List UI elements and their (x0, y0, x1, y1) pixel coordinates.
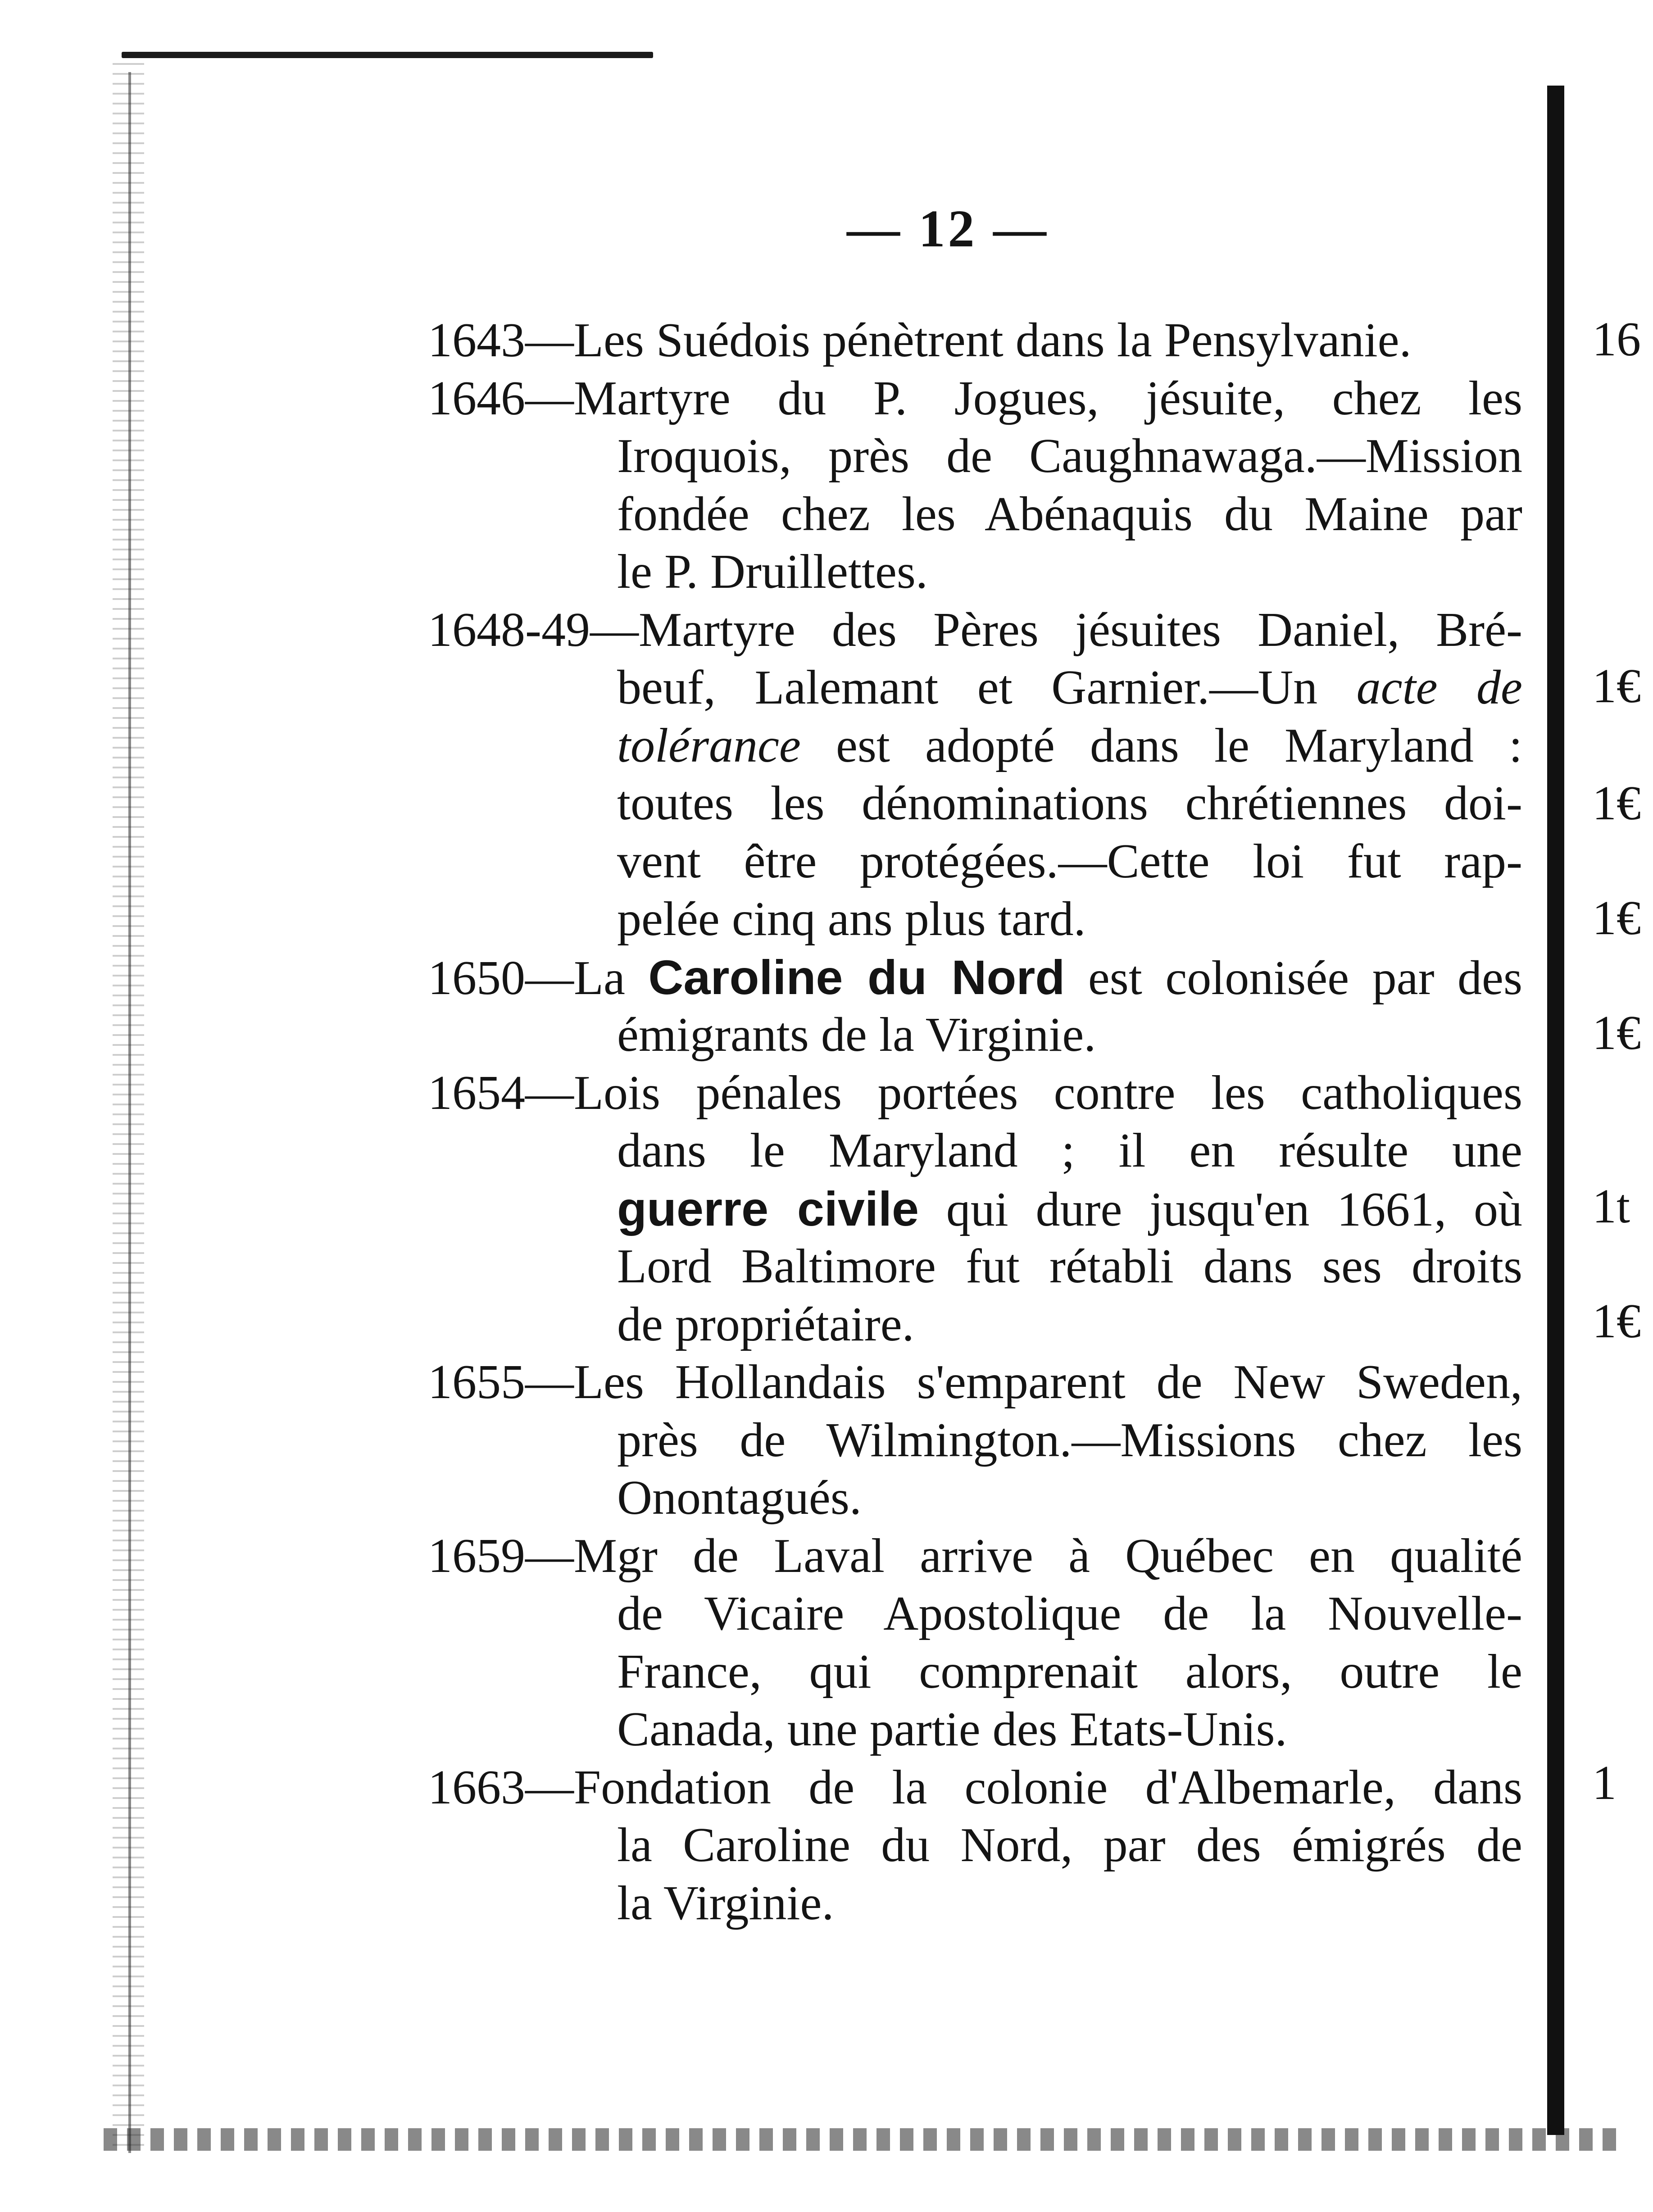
entry-continuation-line (428, 890, 1522, 949)
text-segment: vent être protégées.—Cette loi fut rap- (617, 834, 1522, 888)
text-segment: toutes les dénominations chrétiennes doi- (617, 777, 1522, 830)
text-segment: guerre civile (617, 1181, 919, 1236)
text-segment: la Virginie. (617, 1876, 834, 1930)
adjacent-page-number: 1t (1592, 1180, 1630, 1233)
adjacent-page-number: 1€ (1592, 659, 1641, 713)
entry-continuation-line (428, 659, 1522, 717)
scan-edge-bottom (104, 2128, 1621, 2151)
entry-first-line (428, 1064, 1522, 1122)
text-segment: France, qui comprenait alors, outre le (617, 1644, 1522, 1699)
text-segment: 1648-49—Martyre des Pères jésuites Daniel, Bré- (428, 603, 1522, 657)
entry-continuation-line (428, 1701, 1522, 1759)
text-segment: la Caroline du Nord, par des émigrés de (617, 1818, 1522, 1872)
text-segment: 1650—La (428, 951, 649, 1005)
entry-continuation-line (428, 1180, 1522, 1238)
entry-first-line (428, 370, 1522, 428)
entry-continuation-line (428, 717, 1522, 775)
entry-continuation-line (428, 1875, 1522, 1933)
text-segment: Canada, une partie des Etats-Unis. (617, 1703, 1287, 1756)
adjacent-page-number: 1 (1592, 1756, 1617, 1810)
entry-first-line (428, 312, 1522, 370)
text-segment: Lord Baltimore fut rétabli dans ses droits (617, 1240, 1522, 1293)
text-segment: 1654—Lois pénales portées contre les catholiques (428, 1066, 1522, 1120)
adjacent-page-number: 1€ (1592, 1294, 1641, 1348)
text-segment: près de Wilmington.—Missions chez les (617, 1413, 1522, 1467)
adjacent-page-number: 1€ (1592, 1006, 1641, 1060)
entry-first-line (428, 601, 1522, 659)
text-segment: acte de (1356, 661, 1522, 714)
entry-continuation-line (428, 1585, 1522, 1643)
text-segment: 1643—Les Suédois pénètrent dans la Pensylvanie. (428, 313, 1412, 367)
text-segment: émigrants de la Virginie. (617, 1008, 1096, 1062)
entry-continuation-line (428, 1238, 1522, 1296)
entry-continuation-line (428, 427, 1522, 486)
text-segment: 1659—Mgr de Laval arrive à Québec en qualité (428, 1529, 1522, 1583)
text-segment: 1655—Les Hollandais s'emparent de New Sweden, (428, 1355, 1522, 1409)
entry-continuation-line (428, 775, 1522, 833)
adjacent-page-number: 1€ (1592, 777, 1641, 830)
text-segment: fondée chez les Abénaquis du Maine par (617, 487, 1522, 541)
entry-continuation-line (428, 543, 1522, 601)
text-segment: Onontagués. (617, 1471, 862, 1525)
entry-continuation-line (428, 1469, 1522, 1527)
entry-continuation-line (428, 1643, 1522, 1701)
page-left-border (128, 72, 131, 2153)
text-segment: 1663—Fondation de la colonie d'Albemarle, dans (428, 1760, 1522, 1814)
adjacent-page-number: 16 (1592, 313, 1641, 366)
text-segment: 1646—Martyre du P. Jogues, jésuite, chez les (428, 371, 1522, 425)
entry-first-line (428, 1527, 1522, 1585)
entry-first-line (428, 1354, 1522, 1412)
text-segment: est adopté dans le Maryland : (800, 718, 1522, 772)
text-segment: est colonisée par des (1065, 951, 1523, 1005)
page-number: — 12 — (847, 199, 1049, 258)
entry-continuation-line (428, 833, 1522, 891)
text-segment: pelée cinq ans plus tard. (617, 892, 1086, 946)
adjacent-page-margin (1592, 0, 1653, 2212)
entry-continuation-line (428, 486, 1522, 544)
text-segment: de propriétaire. (617, 1297, 914, 1351)
entry-first-line (428, 949, 1522, 1007)
text-segment: de Vicaire Apostolique de la Nouvelle- (617, 1587, 1522, 1640)
text-segment: qui dure jusqu'en 1661, où (919, 1182, 1522, 1236)
text-segment: Caroline du Nord (648, 949, 1065, 1004)
text-segment: beuf, Lalemant et Garnier.—Un (617, 661, 1357, 714)
text-segment: dans le Maryland ; il en résulte une (617, 1124, 1522, 1177)
adjacent-page-number: 1€ (1592, 891, 1641, 945)
entry-continuation-line (428, 1296, 1522, 1354)
entry-continuation-line (428, 1412, 1522, 1470)
chronology-text (428, 312, 1522, 1932)
entry-continuation-line (428, 1817, 1522, 1875)
gutter-rule (1547, 86, 1564, 2135)
text-segment: tolérance (617, 718, 801, 772)
text-segment: le P. Druillettes. (617, 545, 928, 599)
entry-continuation-line (428, 1006, 1522, 1064)
scan-edge-top (122, 52, 653, 58)
text-segment: Iroquois, près de Caughnawaga.—Mission (617, 429, 1522, 483)
entry-first-line (428, 1759, 1522, 1817)
entry-continuation-line (428, 1122, 1522, 1180)
